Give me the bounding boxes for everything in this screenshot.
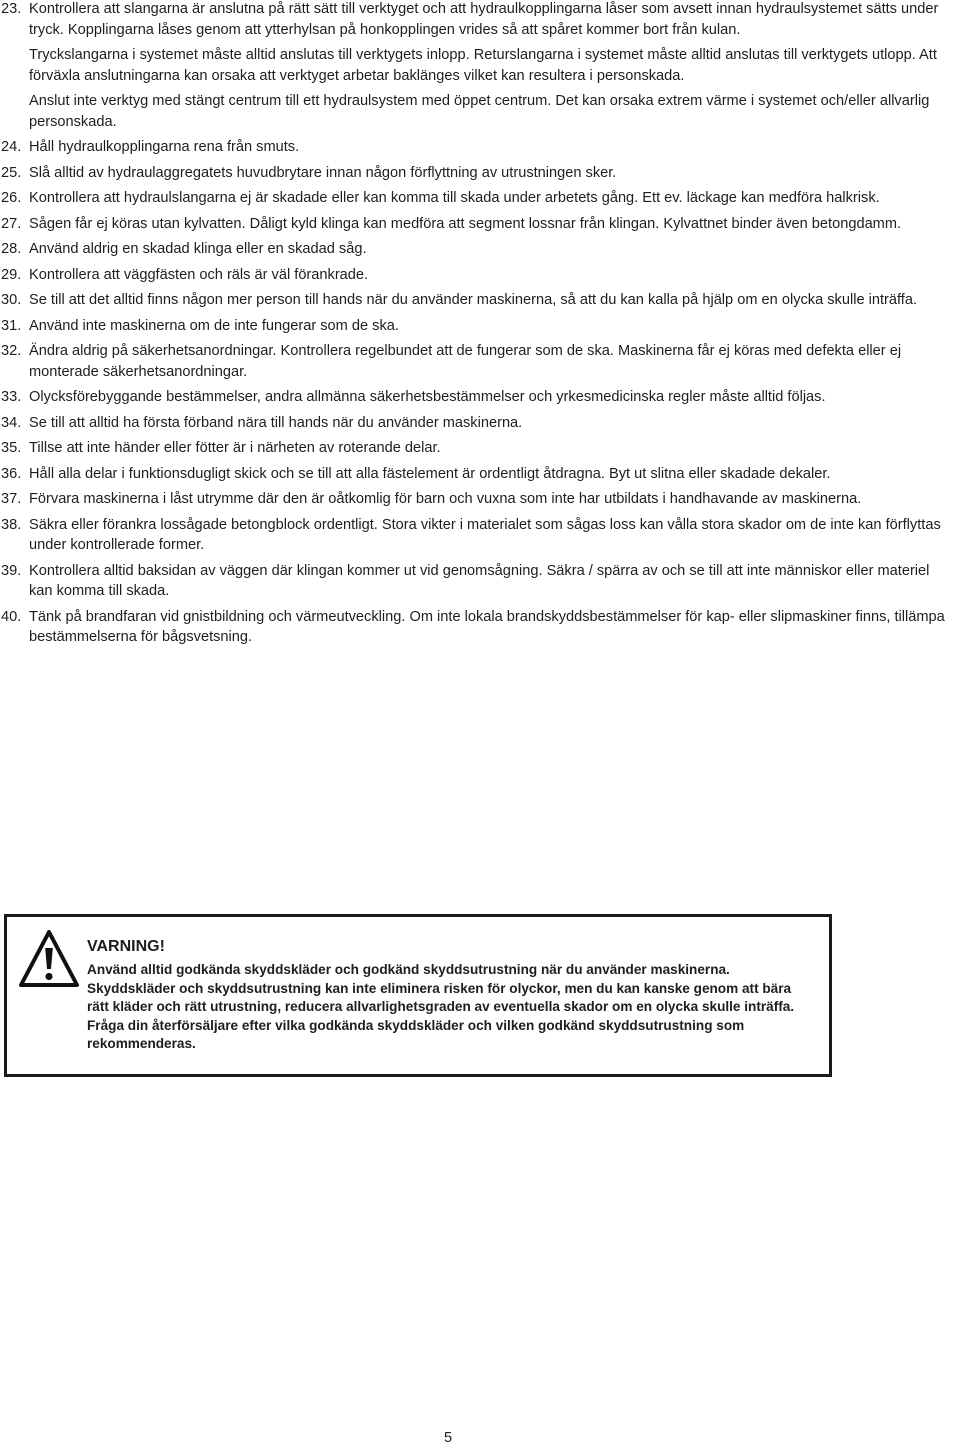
warning-box: [4, 914, 832, 1077]
item-body: [29, 607, 956, 648]
list-item: [0, 464, 956, 485]
item-paragraph: Kontrollera att slangarna är anslutna på rätt sätt till verktyget och att hydraulkopplingarna låser som avsett innan hydraulsystemet sätts under tryck. Kopplingarna låses genom att ytterhylsan på honkopplingen vrides så att spåret kommer bort från kulan.: [29, 1, 939, 38]
warning-title: VARNING!: [87, 938, 165, 955]
item-number: 35.: [1, 440, 22, 456]
list-item: [0, 438, 956, 459]
item-body: [29, 413, 956, 434]
item-body: [29, 561, 956, 602]
list-item: [0, 387, 956, 408]
item-paragraph: Olycksförebyggande bestämmelser, andra allmänna säkerhetsbestämmelser och yrkesmedicinska regler måste alltid följas.: [29, 389, 826, 405]
item-body: [29, 0, 956, 132]
item-paragraph: Tillse att inte händer eller fötter är i närheten av roterande delar.: [29, 440, 441, 456]
item-number: 31.: [1, 317, 22, 334]
item-number: 34.: [1, 414, 22, 431]
item-number: 33.: [1, 389, 22, 405]
item-body: [29, 188, 956, 209]
item-body: [29, 290, 956, 311]
item-paragraph: Anslut inte verktyg med stängt centrum till ett hydraulsystem med öppet centrum. Det kan orsaka extrem värme i systemet och/eller allvarlig personskada.: [29, 93, 930, 130]
warning-body: Använd alltid godkända skyddskläder och godkänd skyddsutrustning när du använder maskinerna. Skyddskläder och skyddsutrustning kan inte eliminera risken för olyckor, men du kan kanske genom att bära rätt kläder och rätt utrustning, reducera allvarlighetsgraden av eventuella skador om en olycka skulle inträffa. Fråga din återförsäljare efter vilka godkända skyddskläder och vilken godkänd skyddsutrustning som rekommenderas.: [87, 962, 795, 1052]
item-paragraph: Slå alltid av hydraulaggregatets huvudbrytare innan någon förflyttning av utrustningen sker.: [29, 164, 617, 181]
list-item: [0, 607, 956, 648]
item-number: 38.: [1, 516, 22, 533]
item-number: 32.: [1, 343, 22, 359]
instruction-list: [0, 0, 956, 653]
item-paragraph: Tänk på brandfaran vid gnistbildning och värmeutveckling. Om inte lokala brandskyddsbestämmelser för kap- eller slipmaskiner finns, tillämpa bestämmelserna för bågsvetsning.: [29, 608, 945, 645]
item-body: [29, 214, 956, 235]
list-item: [0, 188, 956, 209]
item-number: 39.: [1, 562, 22, 579]
list-item: [0, 137, 956, 158]
item-paragraph: Förvara maskinerna i låst utrymme där den är oåtkomlig för barn och vuxna som inte har utbildats i handhavande av maskinerna.: [29, 491, 862, 507]
item-body: [29, 239, 956, 260]
item-body: [29, 265, 956, 286]
list-item: [0, 316, 956, 337]
item-number: 30.: [1, 292, 22, 308]
item-body: [29, 438, 956, 459]
page-number: 5: [444, 1430, 453, 1446]
item-paragraph: Håll alla delar i funktionsdugligt skick och se till att alla fästelement är ordentligt åtdragna. Byt ut slitna eller skadade dekaler.: [29, 465, 831, 482]
list-item: [0, 214, 956, 235]
list-item: [0, 0, 956, 132]
list-item: [0, 290, 956, 311]
item-body: [29, 387, 956, 408]
item-number: 27.: [1, 215, 22, 232]
item-paragraph: Håll hydraulkopplingarna rena från smuts.: [29, 139, 300, 155]
item-number: 25.: [1, 164, 22, 181]
item-body: [29, 464, 956, 485]
item-body: [29, 489, 956, 510]
item-paragraph: Se till att alltid ha första förband nära till hands när du använder maskinerna.: [29, 414, 523, 431]
item-body: [29, 316, 956, 337]
item-paragraph: Kontrollera alltid baksidan av väggen där klingan kommer ut vid genomsågning. Säkra / spärra av och se till att inte människor eller materiel kan komma till skada.: [29, 562, 930, 599]
item-body: [29, 163, 956, 184]
list-item: [0, 489, 956, 510]
item-paragraph: Kontrollera att hydraulslangarna ej är skadade eller kan komma till skada under arbetets gång. Ett ev. läckage kan medföra halkrisk.: [29, 190, 880, 206]
item-number: 23.: [1, 1, 22, 17]
list-item: [0, 239, 956, 260]
list-item: [0, 515, 956, 556]
item-paragraph: Använd inte maskinerna om de inte fungerar som de ska.: [29, 317, 399, 334]
list-item: [0, 413, 956, 434]
list-item: [0, 265, 956, 286]
item-number: 24.: [1, 139, 22, 155]
item-number: 36.: [1, 465, 22, 482]
item-paragraph: Sågen får ej köras utan kylvatten. Dåligt kyld klinga kan medföra att segment lossnar från klingan. Kylvattnet binder även betongdamm.: [29, 215, 902, 232]
item-paragraph: Se till att det alltid finns någon mer person till hands när du använder maskinerna, så att du kan kalla på hjälp om en olycka skulle inträffa.: [29, 292, 918, 308]
item-paragraph: Tryckslangarna i systemet måste alltid anslutas till verktygets inlopp. Returslangarna i systemet måste alltid anslutas till verktygets utlopp. Att förväxla anslutningarna kan orsaka att verktyget arbetar baklänges vilket kan resultera i personskada.: [29, 47, 937, 84]
item-paragraph: Säkra eller förankra lossågade betongblock ordentligt. Stora vikter i materialet som sågas loss kan vålla stora skador om de inte kan förflyttas under kontrollerade former.: [29, 516, 941, 553]
item-body: [29, 341, 956, 382]
item-number: 37.: [1, 491, 22, 507]
item-number: 26.: [1, 190, 22, 206]
item-body: [29, 137, 956, 158]
list-item: [0, 341, 956, 382]
item-paragraph: Kontrollera att väggfästen och räls är väl förankrade.: [29, 266, 369, 283]
item-paragraph: Använd aldrig en skadad klinga eller en skadad såg.: [29, 241, 367, 257]
item-number: 29.: [1, 266, 22, 283]
list-item: [0, 561, 956, 602]
item-body: [29, 515, 956, 556]
item-number: 40.: [1, 608, 22, 625]
list-item: [0, 163, 956, 184]
warning-triangle-icon: [18, 928, 80, 990]
item-number: 28.: [1, 241, 22, 257]
item-paragraph: Ändra aldrig på säkerhetsanordningar. Kontrollera regelbundet att de fungerar som de ska. Maskinerna får ej köras med defekta eller ej monterade säkerhetsanordningar.: [29, 343, 902, 380]
